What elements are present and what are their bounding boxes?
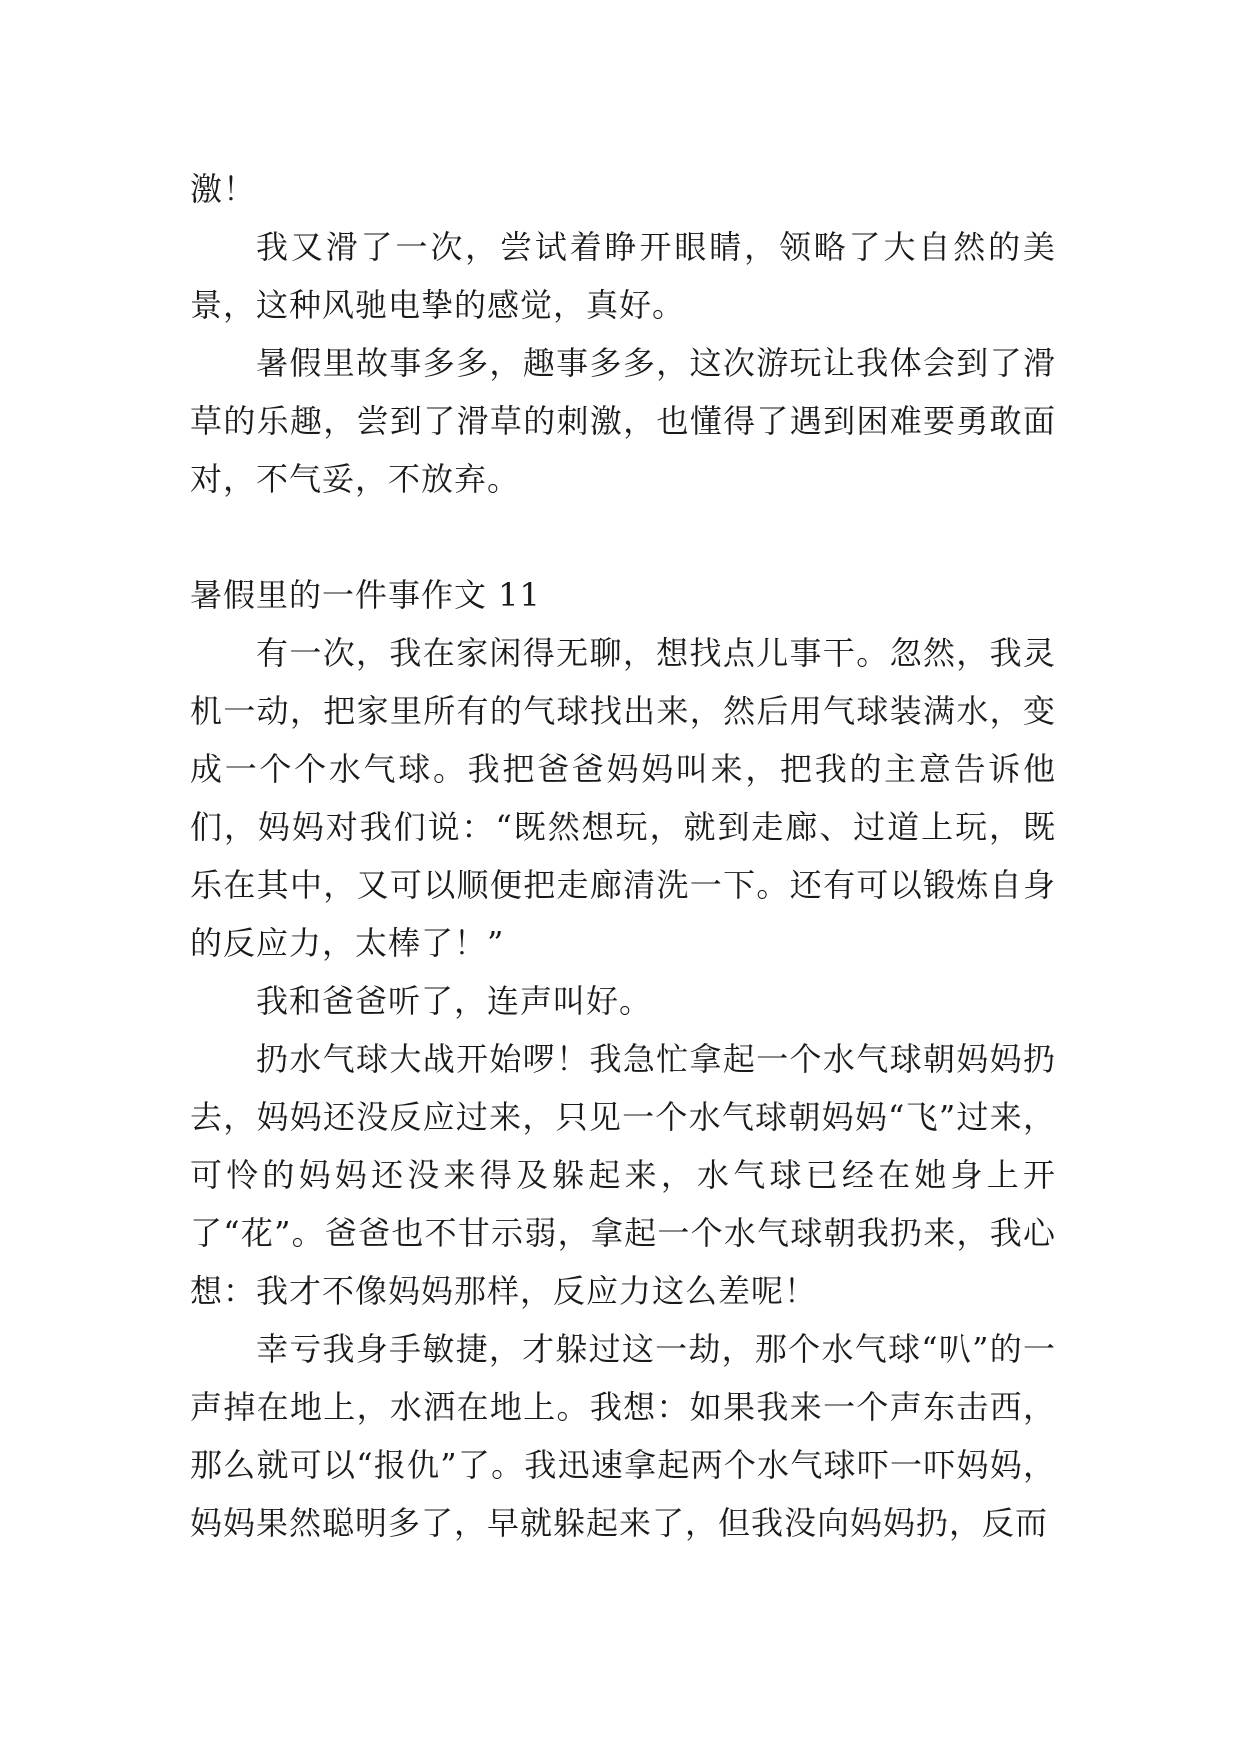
paragraph-summer-summary: 暑假里故事多多，趣事多多，这次游玩让我体会到了滑草的乐趣，尝到了滑草的刺激，也懂得了遇到困难要勇敢面对，不气妥，不放弃。 [190,344,1056,498]
paragraph-continuation: 激！ [190,170,257,208]
paragraph-battle-start: 扔水气球大战开始啰！我急忙拿起一个水气球朝妈妈扔去，妈妈还没反应过来，只见一个水气球朝妈妈“飞”过来，可怜的妈妈还没来得及躲起来，水气球已经在她身上开了“花”。爸爸也不甘示弱，拿起一个水气球朝我扔来，我心想：我才不像妈妈那样，反应力这么差呢！ [190,1040,1056,1310]
section-title: 暑假里的一件事作文 11 [190,576,541,614]
paragraph-water-balloons: 有一次，我在家闲得无聊，想找点儿事干。忽然，我灵机一动，把家里所有的气球找出来，然后用气球装满水，变成一个个水气球。我把爸爸妈妈叫来，把我的主意告诉他们，妈妈对我们说：“既然想玩，就到走廊、过道上玩，既乐在其中，又可以顺便把走廊清洗一下。还有可以锻炼自身的反应力，太棒了！” [190,634,1056,962]
paragraph-slide-again: 我又滑了一次，尝试着睁开眼睛，领略了大自然的美景，这种风驰电挚的感觉，真好。 [190,228,1056,324]
paragraph-agree: 我和爸爸听了，连声叫好。 [256,982,653,1020]
paragraph-dodge: 幸亏我身手敏捷，才躲过这一劫，那个水气球“叭”的一声掉在地上，水洒在地上。我想：如果我来一个声东击西，那么就可以“报仇”了。我迅速拿起两个水气球吓一吓妈妈，妈妈果然聪明多了，早就躲起来了，但我没向妈妈扔，反而 [190,1330,1056,1542]
document-body [190,160,1056,1552]
